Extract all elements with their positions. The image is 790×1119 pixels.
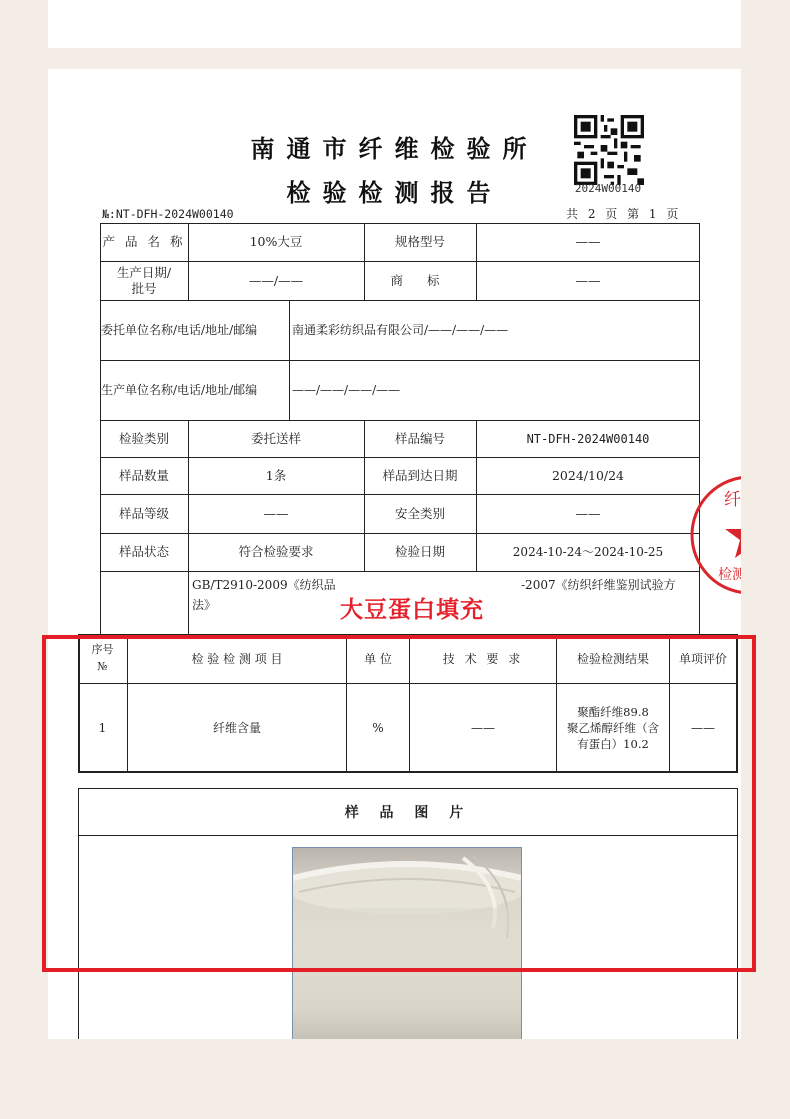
sample-qty: 1条 bbox=[265, 467, 287, 483]
brand-value: —— bbox=[575, 272, 601, 288]
col-result-header: 检验检测结果 bbox=[576, 651, 649, 666]
row-evaluation: —— bbox=[691, 720, 715, 735]
production-date: ——/—— bbox=[248, 272, 304, 288]
basis-text-mid: -2007《纺织纤维鉴别试验方 bbox=[521, 578, 676, 592]
report-title: 检验检测报告 bbox=[286, 178, 503, 207]
brand-label: 商 标 bbox=[390, 272, 450, 288]
institute-title: 南通市纤维检验所 bbox=[250, 134, 539, 163]
state-label: 样品状态 bbox=[118, 544, 169, 559]
test-date-label: 检验日期 bbox=[394, 544, 445, 559]
sample-qty-label: 样品数量 bbox=[118, 467, 169, 483]
row-result-line1: 聚酯纤维89.8 bbox=[577, 705, 649, 719]
safety-label: 安全类别 bbox=[394, 505, 445, 521]
col-item-header: 检 验 检 测 项 目 bbox=[191, 651, 283, 666]
basis-text-line2: 法》 bbox=[192, 598, 217, 612]
state-value: 符合检验要求 bbox=[238, 544, 314, 559]
basis-text-line1: GB/T2910-2009《纺织品 bbox=[192, 578, 336, 592]
row-result-line2: 聚乙烯醇纤维（含 bbox=[567, 721, 659, 735]
stamp-text-top: 纤维 bbox=[724, 490, 758, 510]
col-seq-header: 序号 bbox=[91, 643, 114, 656]
producer-label: 生产单位名称/电话/地址/邮编 bbox=[101, 383, 258, 397]
row-seq: 1 bbox=[98, 720, 107, 735]
arrival-date-label: 样品到达日期 bbox=[382, 467, 458, 483]
client-value: 南通柔彩纺织品有限公司/——/——/—— bbox=[292, 323, 509, 337]
product-name-label: 产 品 名 称 bbox=[102, 234, 186, 249]
qr-code-number: 2024W00140 bbox=[574, 182, 642, 195]
spec-label: 规格型号 bbox=[394, 234, 445, 249]
safety-value: —— bbox=[575, 505, 601, 521]
qr-code-icon bbox=[574, 115, 644, 185]
test-date: 2024-10-24～2024-10-25 bbox=[512, 545, 664, 559]
report-number: №:NT-DFH-2024W00140 bbox=[102, 207, 234, 221]
col-unit-header: 单 位 bbox=[364, 651, 392, 666]
col-requirement-header: 技 术 要 求 bbox=[442, 651, 524, 666]
highlight-frame bbox=[42, 635, 756, 972]
sample-photo-title: 样 品 图 片 bbox=[79, 789, 737, 836]
production-date-label: 生产日期/批号 bbox=[116, 264, 172, 296]
arrival-date: 2024/10/24 bbox=[551, 467, 625, 483]
stamp-text-bottom: 检测专用 bbox=[718, 567, 774, 583]
highlight-annotation: 大豆蛋白填充 bbox=[340, 597, 484, 623]
row-requirement: —— bbox=[471, 720, 495, 735]
spec-value: —— bbox=[575, 234, 601, 249]
inspection-stamp-icon bbox=[684, 469, 774, 601]
row-result-line3: 有蛋白）10.2 bbox=[577, 737, 649, 751]
col-evaluation-header: 单项评价 bbox=[678, 651, 727, 666]
row-item: 纤维含量 bbox=[212, 720, 261, 735]
grade-value: —— bbox=[263, 505, 289, 521]
inspection-type-label: 检验类别 bbox=[118, 430, 169, 446]
top-card bbox=[48, 0, 741, 48]
sample-no: NT-DFH-2024W00140 bbox=[526, 431, 650, 446]
row-unit: % bbox=[372, 720, 384, 735]
grade-label: 样品等级 bbox=[118, 505, 169, 521]
sample-no-label: 样品编号 bbox=[394, 430, 445, 446]
col-seq-no-header: № bbox=[97, 660, 108, 673]
inspection-type: 委托送样 bbox=[250, 430, 301, 446]
page-info: 共 2 页 第 1 页 bbox=[566, 207, 682, 221]
product-name: 10%大豆 bbox=[249, 234, 303, 249]
client-label: 委托单位名称/电话/地址/邮编 bbox=[101, 323, 258, 337]
producer-value: ——/——/——/—— bbox=[292, 383, 401, 397]
